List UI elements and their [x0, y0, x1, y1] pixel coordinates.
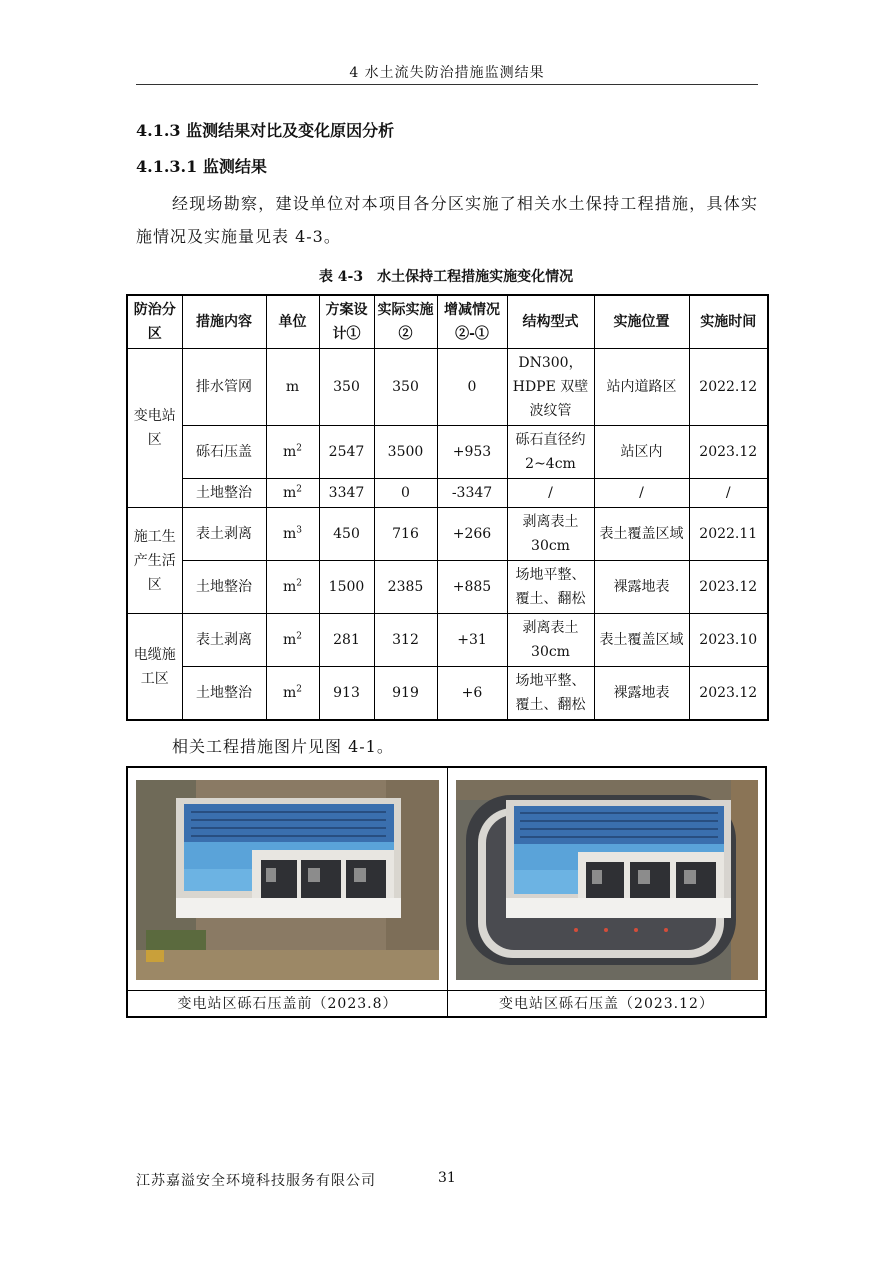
- unit-cell: $m^2$: [266, 479, 319, 508]
- section-heading: 4.1.3 监测结果对比及变化原因分析: [136, 121, 395, 140]
- zone-cell: 施工生产生活区: [127, 508, 182, 614]
- table-header-row: [127, 295, 768, 349]
- unit-cell: $m^2$: [266, 426, 319, 479]
- location-cell: 裸露地表: [594, 667, 689, 721]
- design-cell: 2547: [319, 426, 374, 479]
- footer-company: 江苏嘉溢安全环境科技服务有限公司: [136, 1173, 376, 1189]
- structure-cell: DN300，HDPE 双壁波纹管: [507, 349, 594, 426]
- actual-cell: 716: [374, 508, 437, 561]
- header-cell: 实施时间: [689, 295, 768, 349]
- actual-cell: 2385: [374, 561, 437, 614]
- photo-caption-after: 变电站区砾石压盖（2023.12）: [499, 996, 714, 1012]
- table-row: [127, 561, 768, 614]
- measure-cell: 砾石压盖: [182, 426, 266, 479]
- location-cell: 裸露地表: [594, 561, 689, 614]
- header-cell: 防治分区: [127, 295, 182, 349]
- design-cell: 450: [319, 508, 374, 561]
- change-cell: 0: [437, 349, 507, 426]
- change-cell: +6: [437, 667, 507, 721]
- zone-cell: 电缆施工区: [127, 614, 182, 721]
- photo-caption-row: [128, 990, 765, 1017]
- time-cell: 2023.10: [689, 614, 768, 667]
- table-row: [127, 479, 768, 508]
- unit-cell: $m^2$: [266, 667, 319, 721]
- actual-cell: 350: [374, 349, 437, 426]
- design-cell: 1500: [319, 561, 374, 614]
- zone-cell: 变电站区: [127, 349, 182, 508]
- change-cell: -3347: [437, 479, 507, 508]
- subsection-heading: 4.1.3.1 监测结果: [136, 157, 267, 176]
- actual-cell: 919: [374, 667, 437, 721]
- actual-cell: 312: [374, 614, 437, 667]
- change-cell: +953: [437, 426, 507, 479]
- time-cell: 2023.12: [689, 667, 768, 721]
- photo-cell-before: [128, 768, 448, 990]
- time-cell: /: [689, 479, 768, 508]
- substation-after-photo: [456, 780, 758, 980]
- design-cell: 350: [319, 349, 374, 426]
- substation-before-photo: [136, 780, 439, 980]
- table-row: [127, 426, 768, 479]
- design-cell: 3347: [319, 479, 374, 508]
- structure-cell: 剥离表土 30cm: [507, 508, 594, 561]
- unit-cell: $m^2$: [266, 561, 319, 614]
- header-cell: 结构型式: [507, 295, 594, 349]
- header-cell: 方案设计①: [319, 295, 374, 349]
- photo-cell-after: [448, 768, 767, 990]
- measure-cell: 土地整治: [182, 561, 266, 614]
- design-cell: 281: [319, 614, 374, 667]
- design-cell: 913: [319, 667, 374, 721]
- structure-cell: 场地平整、覆土、翻松: [507, 561, 594, 614]
- header-cell: 措施内容: [182, 295, 266, 349]
- location-cell: /: [594, 479, 689, 508]
- measure-cell: 土地整治: [182, 667, 266, 721]
- structure-cell: 剥离表土 30cm: [507, 614, 594, 667]
- structure-cell: 场地平整、覆土、翻松: [507, 667, 594, 721]
- running-header: 4 水土流失防治措施监测结果: [349, 65, 545, 81]
- intro-paragraph: 经现场勘察，建设单位对本项目各分区实施了相关水土保持工程措施，具体实施情况及实施量见表 4-3。: [136, 194, 758, 246]
- unit-cell: m: [266, 349, 319, 426]
- location-cell: 站内道路区: [594, 349, 689, 426]
- structure-cell: 砾石直径约 2~4cm: [507, 426, 594, 479]
- header-cell: 单位: [266, 295, 319, 349]
- actual-cell: 0: [374, 479, 437, 508]
- time-cell: 2023.12: [689, 561, 768, 614]
- header-cell: 实施位置: [594, 295, 689, 349]
- location-cell: 表土覆盖区域: [594, 508, 689, 561]
- measure-cell: 表土剥离: [182, 508, 266, 561]
- time-cell: 2022.12: [689, 349, 768, 426]
- measure-cell: 土地整治: [182, 479, 266, 508]
- measure-cell: 排水管网: [182, 349, 266, 426]
- measure-cell: 表土剥离: [182, 614, 266, 667]
- unit-cell: $m^3$: [266, 508, 319, 561]
- table-row: [127, 614, 768, 667]
- figure-reference: 相关工程措施图片见图 4-1。: [172, 737, 394, 756]
- structure-cell: /: [507, 479, 594, 508]
- table-row: [127, 508, 768, 561]
- location-cell: 站区内: [594, 426, 689, 479]
- header-cell: 增减情况②-①: [437, 295, 507, 349]
- page-number: 31: [438, 1170, 456, 1186]
- time-cell: 2022.11: [689, 508, 768, 561]
- location-cell: 表土覆盖区域: [594, 614, 689, 667]
- table-caption: 表 4-3 水土保持工程措施实施变化情况: [318, 269, 574, 285]
- header-cell: 实际实施②: [374, 295, 437, 349]
- table-row: [127, 349, 768, 426]
- change-cell: +266: [437, 508, 507, 561]
- header-rule: [136, 84, 758, 85]
- photo-figure: [126, 766, 767, 1018]
- photo-caption-before: 变电站区砾石压盖前（2023.8）: [128, 991, 448, 1017]
- unit-cell: $m^2$: [266, 614, 319, 667]
- change-cell: +31: [437, 614, 507, 667]
- time-cell: 2023.12: [689, 426, 768, 479]
- measures-table: [126, 294, 769, 721]
- table-row: [127, 667, 768, 721]
- actual-cell: 3500: [374, 426, 437, 479]
- change-cell: +885: [437, 561, 507, 614]
